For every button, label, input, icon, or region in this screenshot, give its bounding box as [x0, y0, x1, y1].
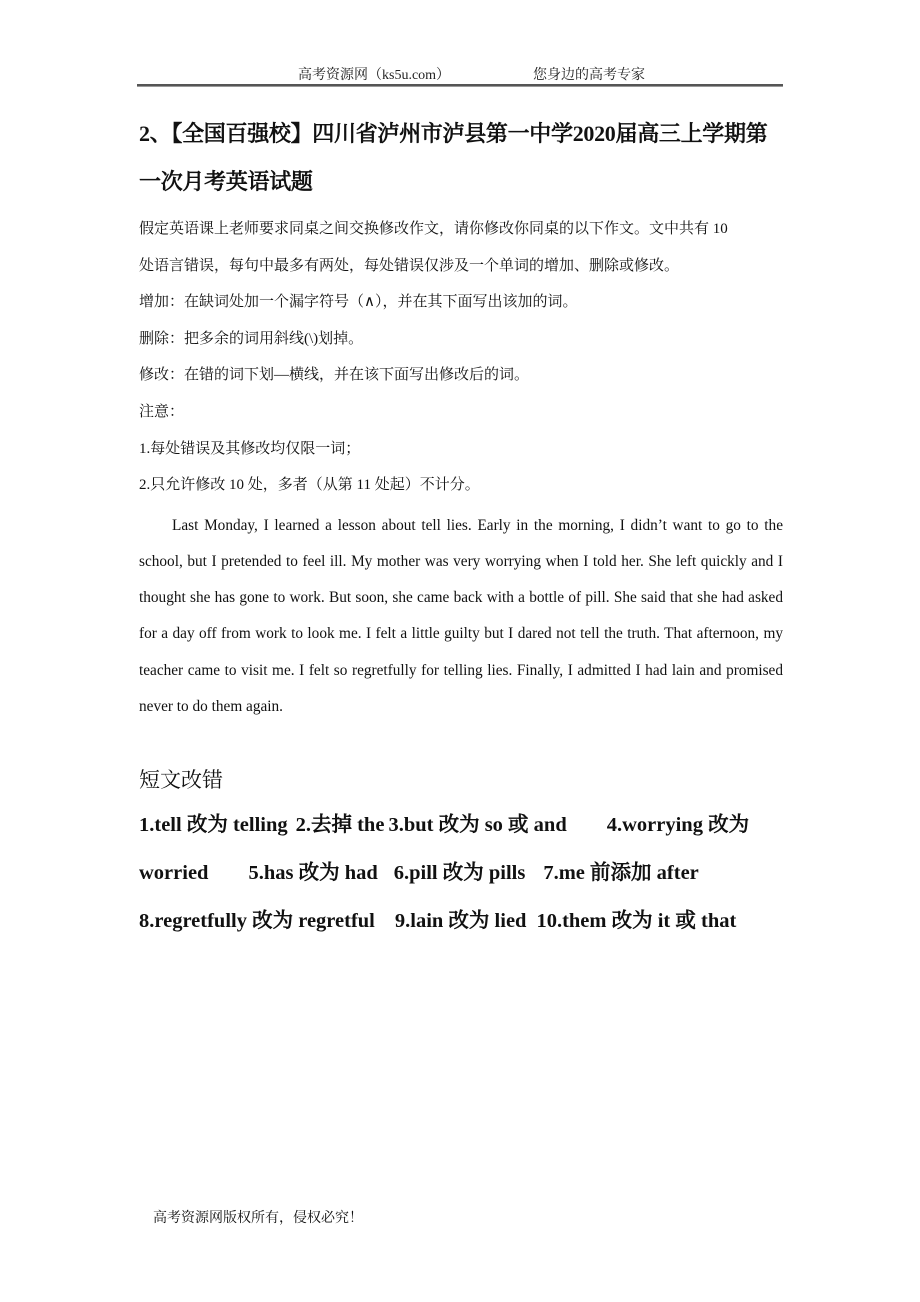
answer-item: 8.regretfully 改为 regretful: [139, 910, 375, 933]
answer-line: [139, 801, 789, 849]
answer-item: worried: [139, 862, 209, 885]
answer-item: 5.has 改为 had: [248, 862, 378, 885]
instruction-line: 2.只允许修改 10 处，多者（从第 11 处起）不计分。: [139, 477, 480, 494]
title-line-1: 2、【全国百强校】四川省泸州市泸县第一中学2020届高三上学期第: [139, 121, 768, 146]
instruction-line: 假定英语课上老师要求同桌之间交换修改作文，请你修改你同桌的以下作文。文中共有 10: [139, 221, 728, 237]
answer-item: 10.them 改为 it 或 that: [536, 910, 737, 933]
footer-copyright: 高考资源网版权所有，侵权必究！: [153, 1211, 363, 1226]
instruction-line: 处语言错误，每句中最多有两处，每处错误仅涉及一个单词的增加、删除或修改。: [139, 257, 680, 274]
instruction-line: 增加：在缺词处加一个漏字符号（∧），并在其下面写出该加的词。: [139, 294, 578, 311]
title-line-2: 一次月考英语试题: [139, 169, 313, 194]
answer-item: 6.pill 改为 pills: [393, 862, 526, 885]
answer-item: 1.tell 改为 telling: [139, 813, 288, 836]
instruction-line: 1.每处错误及其修改均仅限一词；: [139, 440, 361, 457]
header-rule: [137, 84, 783, 87]
instruction-line: 删除：把多余的词用斜线(\)划掉。: [139, 330, 364, 347]
answer-key: [139, 801, 789, 946]
answer-line: [139, 897, 789, 945]
instruction-line: 修改：在错的词下划—横线，并在该下面写出修改后的词。: [139, 367, 530, 384]
answer-item: 4.worrying 改为: [606, 813, 750, 836]
answer-line: [139, 849, 789, 897]
header-site: 高考资源网（ks5u.com）: [298, 68, 451, 83]
page-header: [139, 64, 789, 84]
document-title: [139, 110, 789, 206]
answer-item: 3.but 改为 so 或 and: [388, 813, 567, 836]
header-slogan: 您身边的高考专家: [533, 68, 645, 83]
instructions: [139, 211, 789, 504]
answer-item: 7.me 前添加 after: [543, 862, 699, 885]
instruction-line: 注意：: [139, 403, 185, 420]
answer-item: 2.去掉 the: [295, 813, 385, 836]
answer-heading: 短文改错: [139, 767, 223, 792]
answer-item: 9.lain 改为 lied: [394, 910, 527, 933]
passage: Last Monday, I learned a lesson about tell lies. Early in the morning, I didn’t want to go to the school, but I pretended to feel ill. My mother was very worrying when I told her. She left quickly and I thought she has gone to work. But soon, she came back with a bottle of pill. She said that she had asked for a day off from work to look me. I felt a little guilty but I dared not tell the truth. That afternoon, my teacher came to visit me. I felt so regretfully for telling lies. Finally, I admitted I had lain and promised never to do them again.: [139, 516, 783, 715]
